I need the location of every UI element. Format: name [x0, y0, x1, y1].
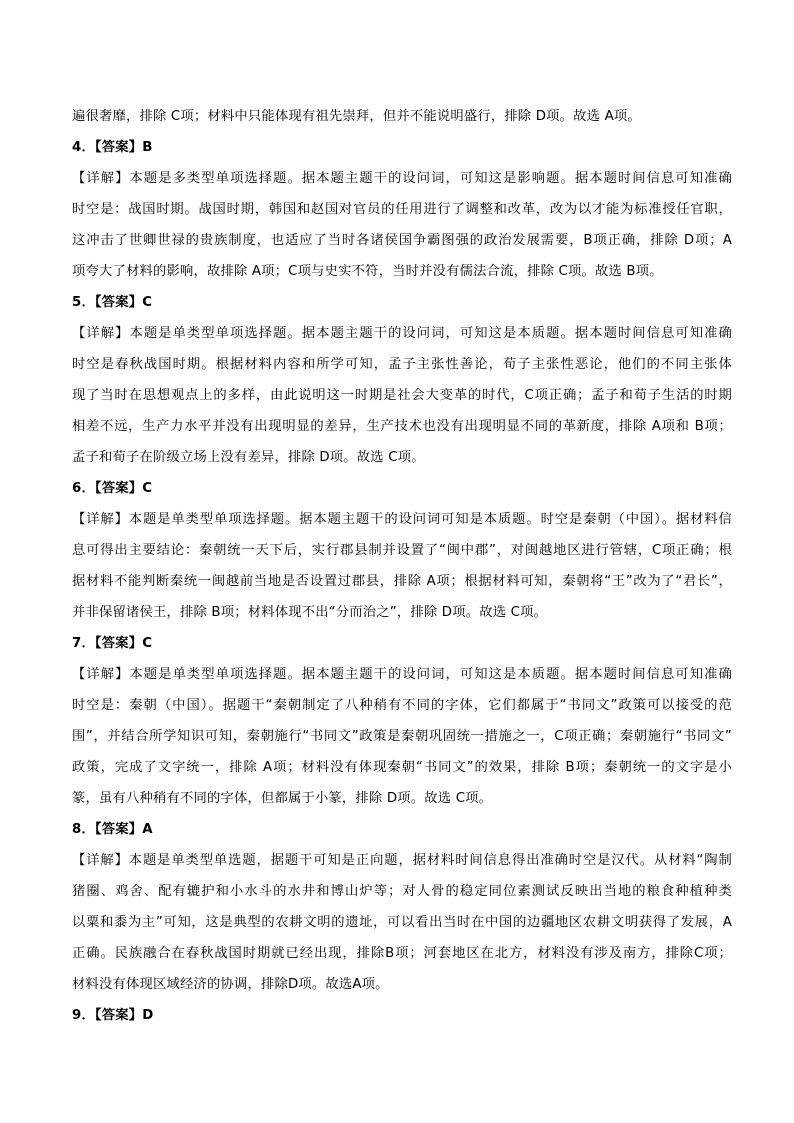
answer-heading: 5．【答案】C [72, 295, 153, 310]
explanation-line: 【详解】本题是单类型单项选择题。据本题主题干的设问词可知是本质题。时空是秦朝（中国）。据材料信 [72, 512, 732, 527]
explanation-line: 现了当时在思想观点上的多样，由此说明这一时期是社会大变革的时代，C项正确；孟子和荀子生活的时期 [72, 388, 732, 403]
explanation-line: 以粟和黍为主”可知，这是典型的农耕文明的遗址，可以看出当时在中国的边疆地区农耕文明获得了发展，A [72, 915, 732, 930]
answer-explanations [72, 101, 732, 1031]
explanation-line: 政策，完成了文字统一，排除 A项；材料没有体现秦朝“书同文”的效果，排除 B项；秦朝统一的文字是小 [72, 760, 732, 775]
explanation-line: 并非保留诸侯王，排除 B项；材料体现不出“分而治之”，排除 D项。故选 C项。 [72, 605, 548, 620]
explanation-line: 正确。民族融合在春秋战国时期就已经出现，排除B项；河套地区在北方，材料没有涉及南方，排除C项； [72, 946, 732, 961]
explanation-line: 时空是：秦朝（中国）。据题干“秦朝制定了八种稍有不同的字体，它们都属于“书同文”政策可以接受的范 [72, 698, 732, 713]
explanation-line: 围”，并结合所学知识可知，秦朝施行“书同文”政策是秦朝巩固统一措施之一，C项正确；秦朝施行“书同文” [72, 729, 732, 744]
explanation-line: 时空是春秋战国时期。根据材料内容和所学可知，孟子主张性善论，荀子主张性恶论，他们的不同主张体 [72, 357, 732, 372]
explanation-line: 相差不远，生产力水平并没有出现明显的差异，生产技术也没有出现明显不同的革新度，排除 A项和 B项； [72, 419, 732, 434]
explanation-line: 【详解】本题是单类型单选题，据题干可知是正向题，据材料时间信息得出准确时空是汉代。从材料“陶制 [72, 853, 732, 868]
explanation-line: 项夸大了材料的影响，故排除 A项；C项与史实不符，当时并没有儒法合流，排除 C项。故选 B项。 [72, 264, 663, 279]
explanation-line: 遍很奢靡，排除 C项；材料中只能体现有祖先崇拜，但并不能说明盛行，排除 D项。故选 A项。 [72, 109, 641, 124]
explanation-line: 息可得出主要结论：秦朝统一天下后，实行郡县制并设置了“闽中郡”，对闽越地区进行管辖，C项正确；根 [72, 543, 732, 558]
explanation-line: 孟子和荀子在阶级立场上没有差异，排除 D项。故选 C项。 [72, 450, 425, 465]
explanation-line: 【详解】本题是单类型单项选择题。据本题主题干的设问词，可知这是本质题。据本题时间信息可知准确 [72, 326, 732, 341]
explanation-line: 猪圈、鸡舍、配有辘护和小水斗的水井和博山炉等；对人骨的稳定同位素测试反映出当地的粮食种植种类 [72, 884, 732, 899]
answer-heading: 4．【答案】B [72, 140, 153, 155]
explanation-line: 【详解】本题是多类型单项选择题。据本题主题干的设问词，可知这是影响题。据本题时间信息可知准确 [72, 171, 732, 186]
explanation-line: 材料没有体现区域经济的协调，排除D项。故选A项。 [72, 977, 389, 992]
answer-heading: 9．【答案】D [72, 1008, 154, 1023]
answer-heading: 8．【答案】A [72, 822, 153, 837]
explanation-line: 时空是：战国时期。战国时期，韩国和赵国对官员的任用进行了调整和改革，改为以才能为标准授任官职， [72, 202, 732, 217]
answer-heading: 7．【答案】C [72, 636, 153, 651]
answer-heading: 6．【答案】C [72, 481, 153, 496]
explanation-line: 【详解】本题是单类型单项选择题。据本题主题干的设问词，可知这是本质题。据本题时间信息可知准确 [72, 667, 732, 682]
explanation-line: 据材料不能判断秦统一闽越前当地是否设置过郡县，排除 A项；根据材料可知，秦朝将“王”改为了“君长”， [72, 574, 732, 589]
explanation-line: 篆，虽有八种稍有不同的字体，但都属于小篆，排除 D项。故选 C项。 [72, 791, 493, 806]
explanation-line: 这冲击了世卿世禄的贵族制度，也适应了当时各诸侯国争霸图强的政治发展需要，B项正确，排除 D项；A [72, 233, 732, 248]
